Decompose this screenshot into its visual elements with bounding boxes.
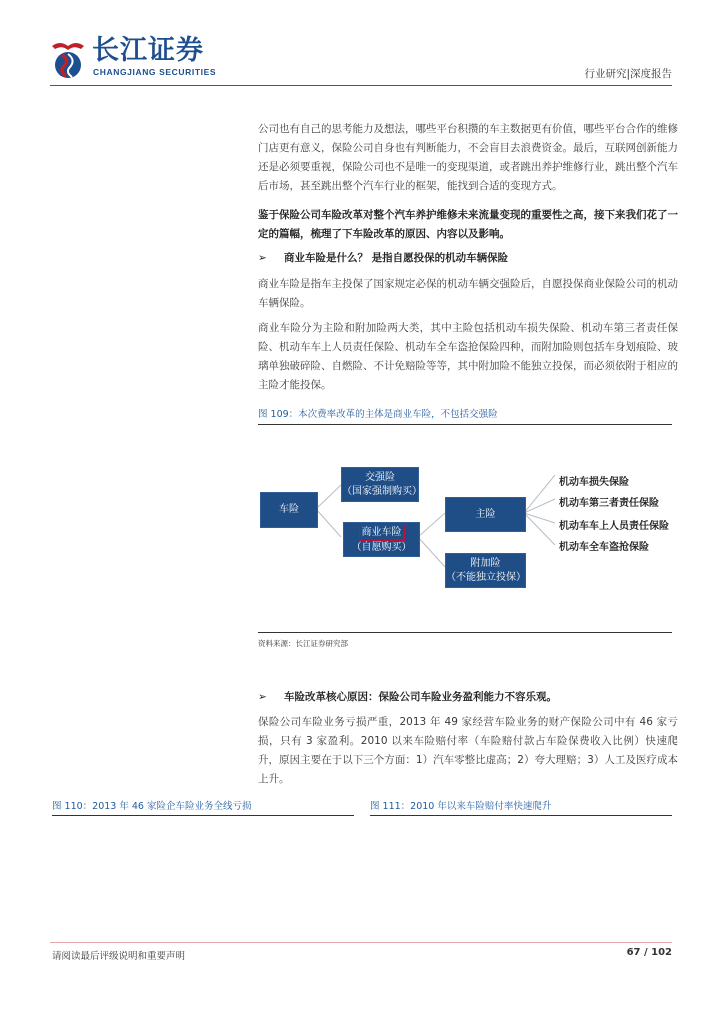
node-addon-insurance: 附加险 （不能独立投保） <box>445 553 526 588</box>
bullet-arrow-icon: ➢ <box>258 691 267 703</box>
node-compulsory-insurance: 交强险 （国家强制购买） <box>341 467 419 502</box>
bullet-arrow-icon: ➢ <box>258 252 267 264</box>
figure-110-rule <box>52 815 354 816</box>
page-number: 67 / 102 <box>626 947 672 958</box>
paragraph-definition: 商业车险是指车主投保了国家规定必保的机动车辆交强险后，自愿投保商业保险公司的机动车辆保险。 <box>258 278 678 309</box>
bullet-heading-text: 商业车险是什么？ 是指自愿投保的机动车辆保险 <box>284 252 509 264</box>
figure-110-caption: 图 110：2013 年 46 家险企车险业务全线亏损 <box>52 801 252 812</box>
bullet-heading-2 <box>258 689 557 704</box>
header-divider <box>50 85 672 86</box>
insurance-tree-diagram <box>255 455 680 605</box>
logo-chinese-name: 长江证券 <box>92 35 204 66</box>
footer-disclaimer: 请阅读最后评级说明和重要声明 <box>52 951 186 962</box>
bullet-heading-text: 车险改革核心原因：保险公司车险业务盈利能力不容乐观。 <box>284 691 557 703</box>
figure-source: 资料来源：长江证券研究部 <box>258 639 348 648</box>
figure-111-caption: 图 111：2010 年以来车险赔付率快速爬升 <box>370 801 552 812</box>
node-main-insurance: 主险 <box>445 497 526 532</box>
figure-109-rule <box>258 424 672 425</box>
report-category: 行业研究|深度报告 <box>584 68 672 80</box>
leaf-theft: 机动车全车盗抢保险 <box>559 542 649 553</box>
leaf-vehicle-loss: 机动车损失保险 <box>559 477 629 488</box>
figure-111-rule <box>370 815 672 816</box>
footer-divider <box>50 942 672 943</box>
paragraph-intro: 公司也有自己的思考能力及想法，哪些平台积攒的车主数据更有价值，哪些平台合作的维修门店更有意义，保险公司自身也有判断能力，不会盲目去浪费资金。最后，互联网创新能力还是必须要重视，保险公司也不是唯一的变现渠道，或者跳出养护维修行业，跳出整个汽车后市场，甚至跳出整个汽车行业的框架，能找到合适的变现方式。 <box>258 123 678 192</box>
paragraph-bold-summary: 鉴于保险公司车险改革对整个汽车养护维修未来流量变现的重要性之高，接下来我们花了一定的篇幅，梳理了下车险改革的原因、内容以及影响。 <box>258 209 678 240</box>
company-logo <box>48 36 238 82</box>
paragraph-loss-reasons: 保险公司车险业务亏损严重，2013 年 49 家经营车险业务的财产保险公司中有 46 家亏损，只有 3 家盈利。2010 以来车险赔付率（车险赔付款占车险保费收入比例）快速爬升，原因主要在于以下三个方面：1）汽车零整比虚高；2）夸大理赔；3）人工及医疗成本上升。 <box>258 716 678 785</box>
logo-english-name: CHANGJIANG SECURITIES <box>93 67 217 77</box>
bullet-heading-1 <box>258 250 508 265</box>
leaf-third-party: 机动车第三者责任保险 <box>559 498 659 509</box>
paragraph-categories: 商业车险分为主险和附加险两大类，其中主险包括机动车损失保险、机动车第三者责任保险、机动车车上人员责任保险、机动车全车盗抢保险四种，而附加险则包括车身划痕险、玻璃单独破碎险、自燃险、不计免赔险等等，其中附加险不能独立投保，而必须依附于相应的主险才能投保。 <box>258 322 678 391</box>
logo-emblem-icon <box>48 38 88 80</box>
figure-109-bottom-rule <box>258 632 672 633</box>
figure-109-caption: 图 109：本次费率改革的主体是商业车险，不包括交强险 <box>258 409 498 420</box>
highlighted-label: 商业车险 <box>359 525 405 541</box>
leaf-passenger-liability: 机动车车上人员责任保险 <box>559 521 669 532</box>
node-car-insurance: 车险 <box>260 492 318 528</box>
node-commercial-insurance: 商业车险 （自愿购买） <box>343 522 420 557</box>
